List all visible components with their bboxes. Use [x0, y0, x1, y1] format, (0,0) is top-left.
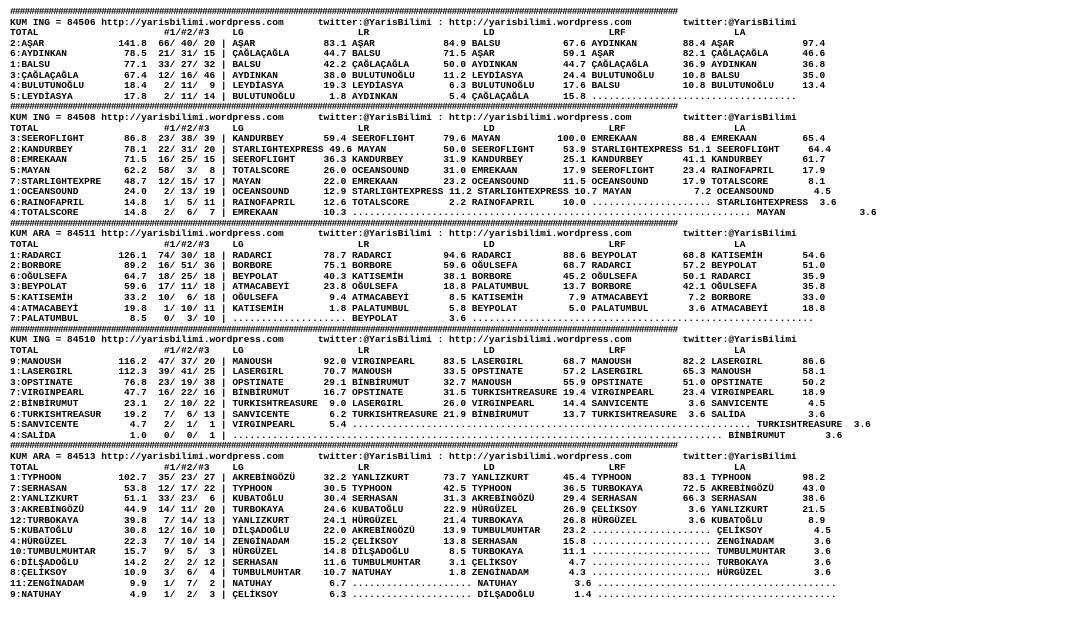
separator-line: ###########################################################################################################################################: [10, 440, 678, 452]
table-row: 5:SANVICENTE 4.7 2/ 1/ 1 | VIRGINPEARL 5.4 ...................................................................... TURKISHTREASURE 3.6: [10, 419, 871, 431]
table-row: 12:TURBOKAYA 39.8 7/ 14/ 13 | YANLIZKURT 24.1 HÜRGÜZEL 21.4 TURBOKAYA 26.8 HÜRGÜZEL 3.6 KUBATOĞLU 8.9: [10, 514, 826, 526]
table-row: 2:AŞAR 141.8 66/ 40/ 20 | AŞAR 83.1 AŞAR 84.9 BALSU 67.6 AYDINKAN 88.4 AŞAR 97.4: [10, 37, 826, 49]
table-row: 6:TURKISHTREASUR 19.2 7/ 6/ 13 | SANVICENTE 6.2 TURKISHTREASURE 21.9 BİNBİRUMUT 13.7 TURKISHTREASURE 3.6 SALİDA 3.6: [10, 408, 826, 420]
table-row: 1:LASERGIRL 112.3 39/ 41/ 25 | LASERGIRL 70.7 MANOUSH 33.5 OPSTINATE 57.2 LASERGIRL 65.3 MANOUSH 58.1: [10, 366, 826, 378]
table-row: 7:SERHASAN 53.8 12/ 17/ 22 | TYPHOON 30.5 TYPHOON 42.5 TYPHOON 36.5 TURBOKAYA 72.5 AKREBİNGÖZÜ 43.0: [10, 482, 826, 494]
table-row: 7:PALATUMBUL 8.5 0/ 3/ 10 | .................... BEYPOLAT 3.6 ............................................................: [10, 313, 814, 325]
table-row: 9:NATUHAY 4.9 1/ 2/ 3 | ÇELİKSOY 6.3 ..................... DİLŞADOĞLU 1.4 ..........................................: [10, 588, 837, 600]
table-row: 1:OCEANSOUND 24.0 2/ 13/ 19 | OCEANSOUND 12.9 STARLIGHTEXPRESS 11.2 STARLIGHTEXPRESS 10.7 MAYAN 7.2 OCEANSOUND 4.5: [10, 186, 831, 198]
table-row: 3:ÇAĞLAÇAĞLA 67.4 12/ 16/ 46 | AYDINKAN 38.0 BULUTUNOĞLU 11.2 LEYDİASYA 24.4 BULUTUNOĞLU 10.8 BALSU 35.0: [10, 69, 826, 81]
table-row: 4:ATMACABEYİ 19.8 1/ 10/ 11 | KATISEMİH 1.8 PALATUMBUL 5.8 BEYPOLAT 5.0 PALATUMBUL 3.6 ATMACABEYİ 18.8: [10, 302, 826, 314]
table-row: 1:BALSU 77.1 33/ 27/ 32 | BALSU 42.2 ÇAĞLAÇAĞLA 50.0 AYDINKAN 44.7 ÇAĞLAÇAĞLA 36.9 AYDINKAN 36.8: [10, 58, 826, 70]
table-row: 2:BORBORE 89.2 16/ 51/ 36 | BORBORE 75.1 BORBORE 59.6 OĞULSEFA 68.7 RADARCI 57.2 BEYPOLAT 51.0: [10, 260, 826, 272]
table-row: 7:VIRGINPEARL 47.7 16/ 22/ 16 | BİNBİRUMUT 16.7 OPSTINATE 31.5 TURKISHTREASURE 19.4 VIRGINPEARL 23.4 VIRGINPEARL 18.9: [10, 387, 826, 399]
table-row: 7:STARLIGHTEXPRE 48.7 12/ 15/ 17 | MAYAN 22.0 EMREKAAN 23.2 OCEANSOUND 11.5 OCEANSOUND 17.9 TOTALSCORE 8.1: [10, 175, 826, 187]
separator-line: ###########################################################################################################################################: [10, 323, 678, 335]
table-row: 6:AYDINKAN 78.5 21/ 31/ 15 | ÇAĞLAÇAĞLA 44.7 BALSU 71.5 AŞAR 59.1 AŞAR 82.1 ÇAĞLAÇAĞLA 46.6: [10, 48, 826, 60]
table-row: 3:OPSTINATE 76.8 23/ 19/ 38 | OPSTINATE 29.1 BİNBİRUMUT 32.7 MANOUSH 55.9 OPSTINATE 51.0 OPSTINATE 50.2: [10, 376, 826, 388]
table-row: 4:TOTALSCORE 14.8 2/ 6/ 7 | EMREKAAN 10.3 ...................................................................... MAYAN 3.6: [10, 207, 877, 219]
table-row: 2:KANDURBEY 78.1 22/ 31/ 20 | STARLIGHTEXPRESS 49.6 MAYAN 50.0 SEEROFLIGHT 53.9 STARLIGHTEXPRESS 51.1 SEEROFLIGHT 64.4: [10, 143, 831, 155]
column-headers: TOTAL #1/#2/#3 LG LR LD LRF LA: [10, 461, 746, 473]
column-headers: TOTAL #1/#2/#3 LG LR LD LRF LA: [10, 27, 746, 39]
race-header: KUM ARA = 84511 http://yarisbilimi.wordpress.com twitter:@YarisBilimi : http://yarisbilimi.wordpress.com twitter:@YarisBilimi: [10, 228, 797, 240]
column-headers: TOTAL #1/#2/#3 LG LR LD LRF LA: [10, 239, 746, 251]
table-row: 9:MANOUSH 116.2 47/ 37/ 20 | MANOUSH 92.0 VIRGINPEARL 83.5 LASERGIRL 68.7 MANOUSH 82.2 LASERGIRL 86.6: [10, 355, 826, 367]
table-row: 5:MAYAN 62.2 58/ 3/ 8 | TOTALSCORE 26.0 OCEANSOUND 31.0 EMREKAAN 17.9 SEEROFLIGHT 23.4 RAINOFAPRIL 17.9: [10, 164, 826, 176]
table-row: 8:ÇELİKSOY 10.9 3/ 6/ 4 | TUMBULMUHTAR 10.7 NATUHAY 1.8 ZENGİNADAM 4.3 ..................... HÜRGÜZEL 3.6: [10, 567, 831, 579]
table-row: 6:RAINOFAPRIL 14.8 1/ 5/ 11 | RAINOFAPRIL 12.6 TOTALSCORE 2.2 RAINOFAPRIL 10.0 ..................... STARLIGHTEXPRESS 3.6: [10, 196, 837, 208]
race-stats-sheet: [10, 7, 877, 600]
separator-line: ###########################################################################################################################################: [10, 6, 678, 17]
race-header: KUM ING = 84510 http://yarisbilimi.wordpress.com twitter:@YarisBilimi : http://yarisbilimi.wordpress.com twitter:@YarisBilimi: [10, 334, 797, 346]
race-header: KUM ING = 84506 http://yarisbilimi.wordpress.com twitter:@YarisBilimi : http://yarisbilimi.wordpress.com twitter:@YarisBilimi: [10, 16, 797, 28]
table-row: 4:BULUTUNOĞLU 18.4 2/ 11/ 9 | LEYDİASYA 19.3 LEYDİASYA 6.3 BULUTUNOĞLU 17.6 BALSU 10.8 BULUTUNOĞLU 13.4: [10, 80, 826, 92]
table-row: 3:AKREBİNGÖZÜ 44.9 14/ 11/ 20 | TURBOKAYA 24.6 KUBATOĞLU 22.9 HÜRGÜZEL 26.9 ÇELİKSOY 3.6 YANLIZKURT 21.5: [10, 503, 826, 515]
table-row: 8:EMREKAAN 71.5 16/ 25/ 15 | SEEROFLIGHT 36.3 KANDURBEY 31.9 KANDURBEY 25.1 KANDURBEY 41.1 KANDURBEY 61.7: [10, 154, 826, 166]
table-row: 2:YANLIZKURT 51.1 33/ 23/ 6 | KUBATOĞLU 30.4 SERHASAN 31.3 AKREBİNGÖZÜ 29.4 SERHASAN 66.3 SERHASAN 38.6: [10, 493, 826, 505]
table-row: 3:BEYPOLAT 59.6 17/ 11/ 18 | ATMACABEYİ 23.8 OĞULSEFA 18.8 PALATUMBUL 13.7 BORBORE 42.1 OĞULSEFA 35.8: [10, 281, 826, 293]
column-headers: TOTAL #1/#2/#3 LG LR LD LRF LA: [10, 122, 746, 134]
separator-line: ###########################################################################################################################################: [10, 217, 678, 229]
table-row: 11:ZENGİNADAM 9.9 1/ 7/ 2 | NATUHAY 6.7 ..................... NATUHAY 3.6 ..........................................: [10, 578, 837, 590]
race-header: KUM ARA = 84513 http://yarisbilimi.wordpress.com twitter:@YarisBilimi : http://yarisbilimi.wordpress.com twitter:@YarisBilimi: [10, 450, 797, 462]
table-row: 1:RADARCI 126.1 74/ 30/ 18 | RADARCI 78.7 RADARCI 94.6 RADARCI 88.6 BEYPOLAT 68.8 KATISEMİH 54.6: [10, 249, 826, 261]
table-row: 10:TUMBULMUHTAR 15.7 9/ 5/ 3 | HÜRGÜZEL 14.8 DİLŞADOĞLU 8.5 TURBOKAYA 11.1 ..................... TUMBULMUHTAR 3.6: [10, 546, 831, 558]
table-row: 5:LEYDİASYA 17.8 2/ 11/ 14 | BULUTUNOĞLU 1.8 AYDINKAN 5.4 ÇAĞLAÇAĞLA 15.8 ....................................: [10, 90, 797, 102]
table-row: 2:BİNBİRUMUT 23.1 2/ 10/ 22 | TURKISHTREASURE 9.0 LASERGIRL 26.0 VIRGINPEARL 14.4 SANVICENTE 3.6 SANVICENTE 4.5: [10, 397, 826, 409]
table-row: 1:TYPHOON 102.7 35/ 23/ 27 | AKREBİNGÖZÜ 32.2 YANLIZKURT 73.7 YANLIZKURT 45.4 TYPHOON 83.1 TYPHOON 98.2: [10, 472, 826, 484]
table-row: 3:SEEROFLIGHT 86.8 23/ 38/ 39 | KANDURBEY 59.4 SEEROFLIGHT 79.6 MAYAN 100.0 EMREKAAN 88.4 EMREKAAN 65.4: [10, 133, 826, 145]
table-row: 4:SALİDA 1.0 0/ 0/ 1 | ...................................................................................... BİNBİRUMUT 3.6: [10, 429, 843, 441]
table-row: 6:DİLŞADOĞLU 14.2 2/ 2/ 12 | SERHASAN 11.6 TUMBULMUHTAR 3.1 ÇELİKSOY 4.7 ..................... TURBOKAYA 3.6: [10, 556, 831, 568]
race-header: KUM ING = 84508 http://yarisbilimi.wordpress.com twitter:@YarisBilimi : http://yarisbilimi.wordpress.com twitter:@YarisBilimi: [10, 111, 797, 123]
table-row: 5:KATISEMİH 33.2 10/ 6/ 18 | OĞULSEFA 9.4 ATMACABEYİ 8.5 KATISEMİH 7.9 ATMACABEYİ 7.2 BORBORE 33.0: [10, 292, 826, 304]
table-row: 6:OĞULSEFA 64.7 18/ 25/ 18 | BEYPOLAT 40.3 KATISEMİH 38.1 BORBORE 45.2 OĞULSEFA 50.1 RADARCI 35.9: [10, 270, 826, 282]
column-headers: TOTAL #1/#2/#3 LG LR LD LRF LA: [10, 345, 746, 356]
separator-line: ###########################################################################################################################################: [10, 101, 678, 113]
table-row: 5:KUBATOĞLU 30.8 12/ 16/ 10 | DİLŞADOĞLU 22.0 AKREBİNGÖZÜ 13.9 TUMBULMUHTAR 23.2 ..................... ÇELİKSOY 4.5: [10, 525, 831, 537]
table-row: 4:HÜRGÜZEL 22.3 7/ 10/ 14 | ZENGİNADAM 15.2 ÇELİKSOY 13.8 SERHASAN 15.8 ..................... ZENGİNADAM 3.6: [10, 535, 831, 547]
